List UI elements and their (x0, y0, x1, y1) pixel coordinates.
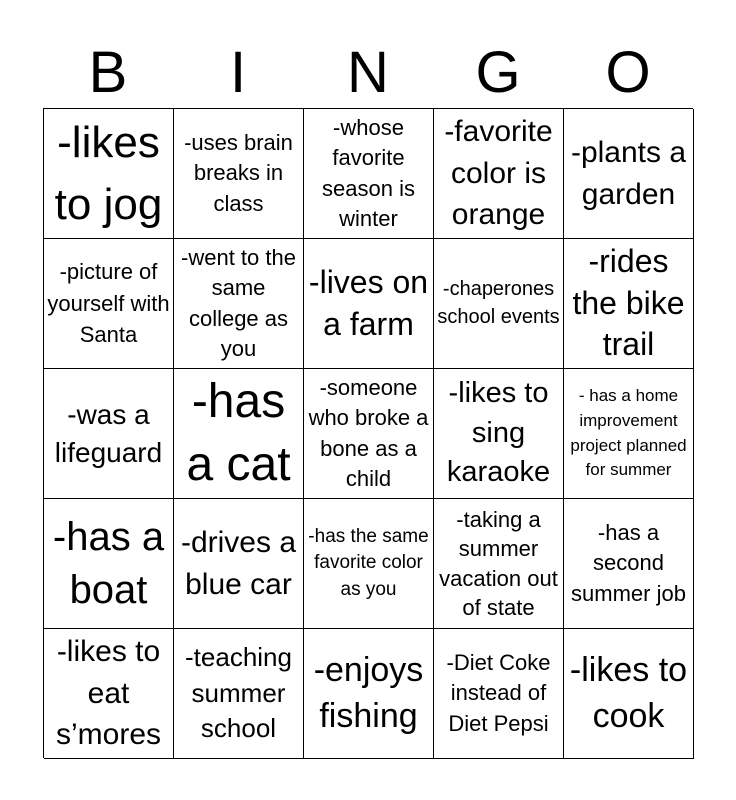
cell-text: -taking a summer vacation out of state (439, 506, 558, 620)
cell-text: -teaching summer school (185, 641, 292, 744)
cell-text: -has a cat (186, 375, 291, 491)
bingo-cell[interactable] (564, 629, 694, 759)
bingo-cell[interactable] (434, 499, 564, 629)
bingo-cell[interactable] (304, 239, 434, 369)
bingo-cell[interactable] (44, 239, 174, 369)
cell-text: -lives on a farm (308, 263, 429, 342)
cell-text: -uses brain breaks in class (184, 129, 293, 216)
bingo-cell[interactable] (174, 629, 304, 759)
cell-text: -drives a blue car (180, 526, 297, 601)
bingo-cell[interactable] (174, 369, 304, 499)
bingo-cell[interactable] (304, 109, 434, 239)
cell-text: -someone who broke a bone as a child (308, 374, 429, 491)
cell-text: -likes to sing karaoke (446, 377, 551, 489)
cell-text: -chaperones school events (437, 278, 560, 328)
cell-text: -likes to cook (569, 650, 688, 735)
bingo-cell[interactable] (434, 109, 564, 239)
bingo-cell[interactable] (44, 499, 174, 629)
cell-text: - has a home improvement project planned for summer (570, 386, 687, 480)
cell-text: -has a second summer job (571, 519, 686, 606)
cell-text: -was a lifeguard (54, 398, 163, 468)
bingo-header (43, 38, 693, 108)
bingo-cell[interactable] (564, 369, 694, 499)
bingo-cell[interactable] (434, 629, 564, 759)
bingo-grid (43, 108, 693, 758)
bingo-cell[interactable] (434, 239, 564, 369)
cell-text: -rides the bike trail (572, 243, 685, 363)
bingo-cell[interactable] (304, 499, 434, 629)
cell-text: -went to the same college as you (181, 244, 296, 361)
bingo-cell[interactable] (44, 629, 174, 759)
cell-text: -enjoys fishing (313, 650, 424, 735)
cell-text: -likes to eat s’mores (55, 635, 161, 752)
bingo-cell[interactable] (564, 239, 694, 369)
bingo-cell[interactable] (564, 499, 694, 629)
bingo-cell[interactable] (434, 369, 564, 499)
header-letter-g: G (475, 40, 521, 105)
header-letter-n: N (347, 40, 389, 105)
bingo-cell[interactable] (174, 109, 304, 239)
bingo-cell[interactable] (174, 239, 304, 369)
bingo-cell[interactable] (44, 369, 174, 499)
cell-text: -likes to jog (54, 117, 163, 229)
bingo-cell[interactable] (174, 499, 304, 629)
header-letter-b: B (88, 40, 128, 105)
bingo-cell[interactable] (564, 109, 694, 239)
cell-text: -Diet Coke instead of Diet Pepsi (446, 649, 551, 736)
bingo-cell[interactable] (44, 109, 174, 239)
cell-text: -has the same favorite color as you (308, 525, 429, 600)
header-letter-i: I (229, 40, 247, 105)
cell-text: -plants a garden (570, 136, 687, 211)
cell-text: -has a boat (52, 514, 165, 612)
cell-text: -picture of yourself with Santa (47, 258, 170, 348)
bingo-cell[interactable] (304, 629, 434, 759)
bingo-cell[interactable] (304, 369, 434, 499)
cell-text: -favorite color is orange (444, 115, 553, 232)
cell-text: -whose favorite season is winter (322, 114, 415, 231)
header-letter-o: O (605, 40, 651, 105)
